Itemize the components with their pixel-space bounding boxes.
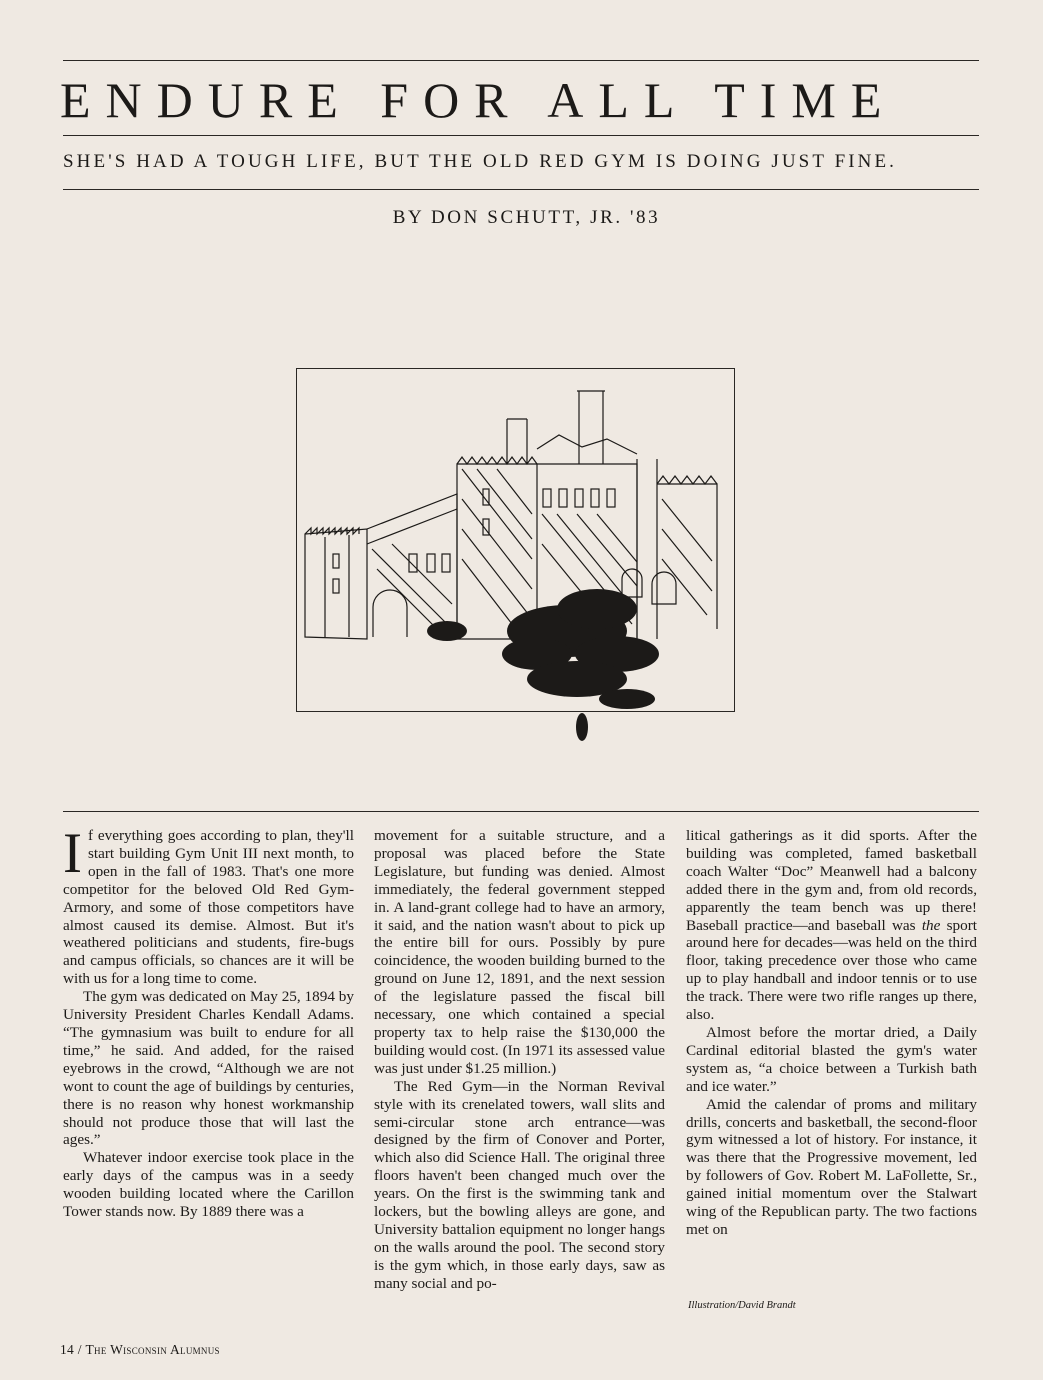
drop-cap: I bbox=[63, 822, 82, 885]
paragraph: Whatever indoor exercise took place in the early days of the campus was in a seedy wooden building located where the Carillon Tower stands now. By 1889 there was a bbox=[63, 1149, 354, 1221]
page-footer bbox=[60, 1342, 220, 1358]
illustration-frame bbox=[296, 368, 735, 712]
article-column-2 bbox=[374, 827, 665, 1293]
paragraph bbox=[686, 827, 977, 1024]
article-title: ENDURE FOR ALL TIME bbox=[60, 72, 897, 128]
red-gym-castle-drawing-icon bbox=[297, 369, 736, 749]
paragraph: Amid the calendar of proms and military drills, concerts and basketball, the second-floor gym witnessed a lot of history. For instance, it was there that the Progressive movement, led by followers of Gov. Robert M. LaFollette, Sr., gained initial momentum over the Stalwart wing of the Republican party. The two factions met on bbox=[686, 1095, 977, 1238]
article-column-1 bbox=[63, 822, 354, 1221]
top-rule bbox=[63, 60, 979, 61]
emphasis: the bbox=[921, 916, 941, 934]
paragraph-text: f everything goes according to plan, they'll start building Gym Unit III next month, to open in the fall of 1983. That's one more competitor for the beloved Old Red Gym-Armory, and some of those competitors have almost caused its demise. Almost. But it's weathered politicians and students, fire-bugs and campus officials, so chances are it will be with us for a long time to come. bbox=[63, 827, 354, 988]
paragraph-text: sport around here for decades—was held on the third floor, taking precedence over those who came up to play handball and indoor tennis or to use the track. There were two rifle ranges up there, also. bbox=[686, 916, 977, 1024]
article-column-3 bbox=[686, 827, 977, 1239]
title-rule bbox=[63, 135, 979, 136]
paragraph bbox=[63, 822, 354, 988]
page-number: 14 / bbox=[60, 1342, 86, 1357]
paragraph: The gym was dedicated on May 25, 1894 by University President Charles Kendall Adams. “The gymnasium was built to endure for all time,” he said. And added, for the raised eyebrows in the crowd, “Although we are not wont to count the age of buildings by centuries, there is no reason why honest workmanship should not produce those that will last the ages.” bbox=[63, 988, 354, 1149]
paragraph: movement for a suitable structure, and a proposal was placed before the State Legislature, but funding was denied. Almost immediately, the federal government stepped in. A land-grant college had to have an armory, it said, and the nation wasn't about to pick up the entire bill for ours. Possibly by pure coincidence, the wooden building burned to the ground on June 12, 1891, and the next session of the legislature passed the fiscal bill necessary, one which contained a special property tax to help raise the $130,000 the building would cost. (In 1971 its assessed value was just under $1.25 million.) bbox=[374, 827, 665, 1077]
illustration-credit: Illustration/David Brandt bbox=[688, 1300, 796, 1311]
byline: BY DON SCHUTT, JR. '83 bbox=[392, 207, 661, 228]
subtitle-rule bbox=[63, 189, 979, 190]
publication-name: The Wisconsin Alumnus bbox=[85, 1342, 220, 1357]
paragraph: The Red Gym—in the Norman Revival style with its crenelated towers, wall slits and semi-circular stone arch entrance—was designed by the firm of Conover and Porter, which also did Science Hall. The original three floors haven't been changed much over the years. On the first is the swimming tank and lockers, but the bowling alleys are gone, and University battalion equipment no longer hangs on the walls around the pool. The second story is the gym which, in those early days, saw as many social and po- bbox=[374, 1077, 665, 1292]
article-subtitle: SHE'S HAD A TOUGH LIFE, BUT THE OLD RED GYM IS DOING JUST FINE. bbox=[63, 151, 898, 172]
section-rule bbox=[63, 811, 979, 812]
paragraph-text: litical gatherings as it did sports. After the building was completed, famed basketball coach Walter “Doc” Meanwell had a balcony added there in the gym and, from old records, apparently the team bench was up there! Baseball practice—and baseball was bbox=[686, 827, 977, 934]
paragraph: Almost before the mortar dried, a Daily Cardinal editorial blasted the gym's water system as, “a choice between a Turkish bath and ice water.” bbox=[686, 1023, 977, 1095]
